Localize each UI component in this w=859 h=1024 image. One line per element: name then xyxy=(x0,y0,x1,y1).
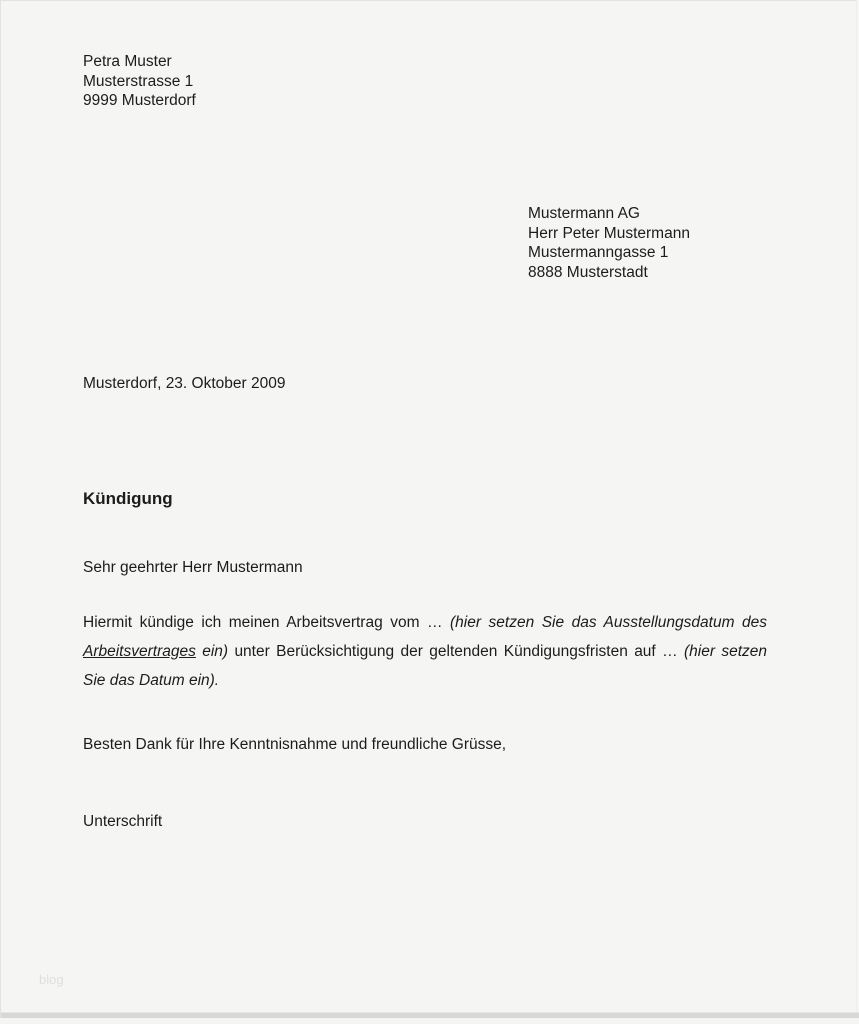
body-segment-italic-1: (hier setzen Sie das Ausstellungsdatum des xyxy=(450,614,767,631)
body-paragraph xyxy=(83,608,767,695)
sender-street: Musterstrasse 1 xyxy=(83,72,194,90)
watermark-text: blog xyxy=(39,972,64,987)
body-segment-italic-3: (hier setzen Sie das Datum ein). xyxy=(83,643,768,689)
body-segment-italic-2: ein) xyxy=(195,643,229,660)
recipient-address-block xyxy=(528,204,690,282)
recipient-name: Herr Peter Mustermann xyxy=(528,224,690,242)
body-segment-italic-underline: Arbeitsvertrages xyxy=(83,643,196,660)
body-segment-normal-2: unter Berücksichtigung der geltenden Kündigungsfristen auf … xyxy=(228,643,684,660)
salutation: Sehr geehrter Herr Mustermann xyxy=(83,559,303,576)
sender-city: 9999 Musterdorf xyxy=(83,92,196,109)
date-line: Musterdorf, 23. Oktober 2009 xyxy=(83,375,286,392)
recipient-company: Mustermann AG xyxy=(528,205,640,222)
subject-line: Kündigung xyxy=(83,489,173,508)
sender-address-block xyxy=(83,52,196,111)
recipient-street: Mustermanngasse 1 xyxy=(528,244,669,261)
sender-name: Petra Muster xyxy=(83,53,172,70)
page-bottom-edge xyxy=(1,1012,859,1018)
recipient-city: 8888 Musterstadt xyxy=(528,263,648,281)
signature-label: Unterschrift xyxy=(83,813,163,830)
closing-line: Besten Dank für Ihre Kenntnisnahme und freundliche Grüsse, xyxy=(83,736,507,753)
body-segment-normal-1: Hiermit kündige ich meinen Arbeitsvertrag vom … xyxy=(83,614,450,631)
